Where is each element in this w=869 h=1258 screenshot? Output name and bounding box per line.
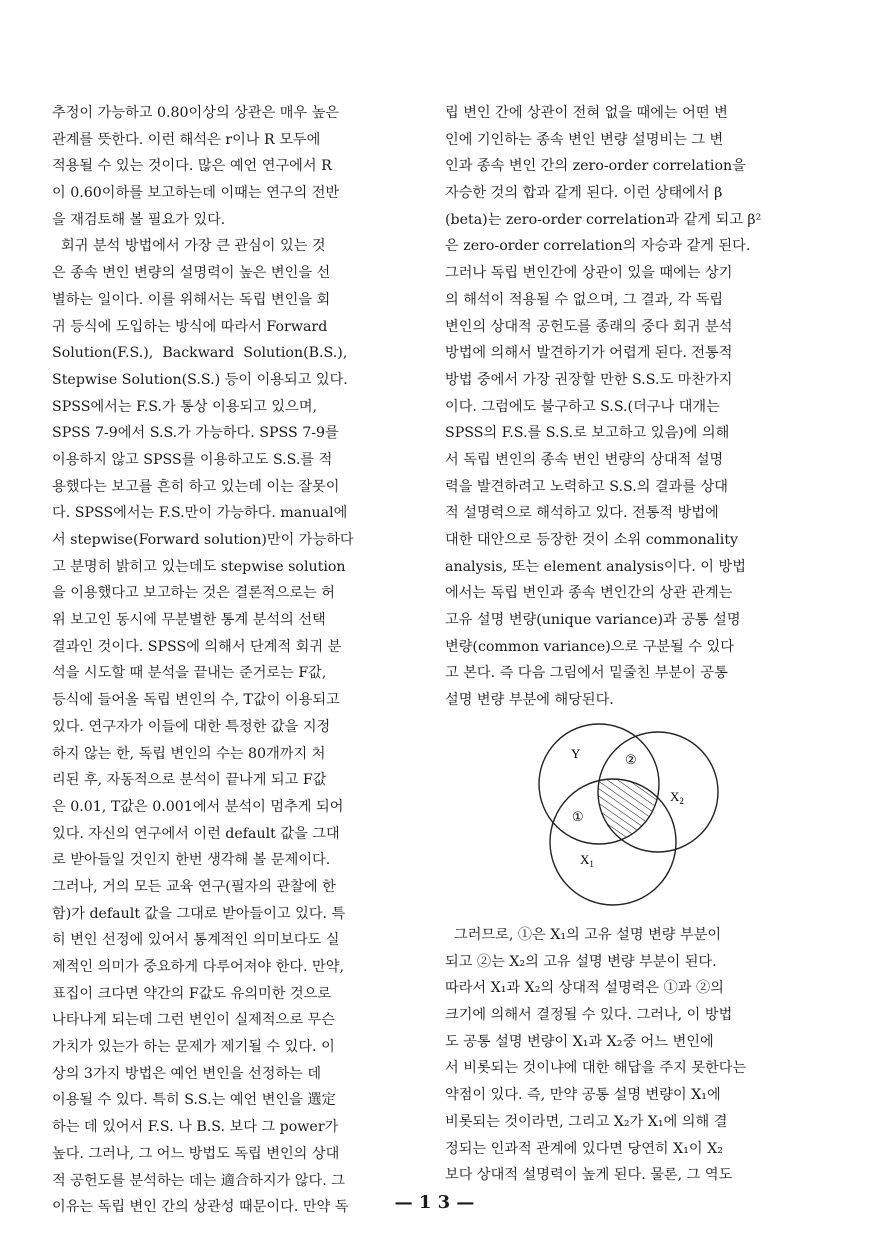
text-line: 서 비롯되는 것이냐에 대한 해답을 주지 못한다는 [445, 1060, 747, 1077]
text-line: 그러나 독립 변인간에 상관이 있을 때에는 상기 [445, 265, 733, 282]
text-line: 이유는 독립 변인 간의 상관성 때문이다. 만약 독 [52, 1199, 349, 1216]
text-line: 높다. 그러나, 그 어느 방법도 독립 변인의 상대 [52, 1145, 340, 1162]
text-line: 을 이용했다고 보고하는 것은 결론적으로는 허 [52, 585, 335, 602]
left-column [52, 100, 413, 1221]
text-line: 함)가 default 값을 그대로 받아들이고 있다. 특 [52, 905, 346, 922]
text-line: 하는 데 있어서 F.S. 나 B.S. 보다 그 power가 [52, 1119, 339, 1136]
text-line: 로 받아들일 것인지 한번 생각해 볼 문제이다. [52, 852, 331, 869]
text-line: 서 stepwise(Forward solution)만이 가능하다 [52, 532, 354, 548]
text-line: 의 해석이 적용될 수 없으며, 그 결과, 각 독립 [445, 291, 724, 308]
text-line: 설명 변량 부분에 해당된다. [445, 692, 614, 709]
text-line: 표집이 크다면 약간의 F값도 유의미한 것으로 [52, 985, 332, 1002]
text-line: 에서는 독립 변인과 종속 변인간의 상관 관계는 [445, 585, 733, 602]
right-column-bottom [445, 922, 795, 1189]
text-line: 위 보고인 동시에 무분별한 통계 분석의 선택 [52, 612, 326, 629]
text-line: 변량(common variance)으로 구분될 수 있다 [445, 638, 734, 655]
text-line: 제적인 의미가 중요하게 다루어져야 한다. 만약, [52, 959, 344, 975]
text-line: 이용될 수 있다. 특히 S.S.는 예언 변인을 選定 [52, 1092, 336, 1109]
text-line: 은 zero-order correlation의 자승과 같게 된다. [445, 238, 751, 255]
text-line: 방법 중에서 가장 권장할 만한 S.S.도 마찬가지 [445, 371, 733, 388]
text-line: SPSS에서는 F.S.가 통상 이용되고 있으며, [52, 398, 318, 415]
text-line: 력을 발견하려고 노력하고 S.S.의 결과를 상대 [445, 478, 728, 495]
page-number: — 1 3 — [394, 1192, 475, 1213]
text-line: 그러나, 거의 모든 교육 연구(필자의 관찰에 한 [52, 878, 336, 895]
text-line: 립 변인 간에 상관이 전혀 없을 때에는 어떤 변 [445, 105, 728, 121]
text-line: 적 설명력으로 해석하고 있다. 전통적 방법에 [445, 505, 719, 522]
text-line: 방법에 의해서 발견하기가 어렵게 된다. 전통적 [445, 345, 733, 362]
text-line: 용했다는 보고를 흔히 하고 있는데 이는 잘못이 [52, 478, 340, 495]
text-line: 회귀 분석 방법에서 가장 큰 관심이 있는 것 [52, 238, 326, 255]
text-line: 고유 설명 변량(unique variance)과 공통 설명 [445, 612, 741, 629]
label-y: Y [571, 746, 581, 761]
text-line: 은 0.01, T값은 0.001에서 분석이 멈추게 되어 [52, 798, 344, 815]
text-line: 인과 종속 변인 간의 zero-order correlation을 [445, 158, 746, 175]
text-line: 도 공통 설명 변량이 X₁과 X₂중 어느 변인에 [445, 1033, 714, 1050]
text-line: 하지 않는 한, 독립 변인의 수는 80개까지 처 [52, 745, 326, 762]
text-line: SPSS 7-9에서 S.S.가 가능하다. SPSS 7-9를 [52, 425, 339, 442]
text-line: 인에 기인하는 종속 변인 변량 설명비는 그 변 [445, 131, 724, 148]
text-line: 있다. 연구자가 이들에 대한 특정한 값을 지정 [52, 718, 331, 735]
text-line: 정되는 인과적 관계에 있다면 당연히 X₁이 X₂ [445, 1140, 723, 1157]
text-line: 별하는 일이다. 이를 위해서는 독립 변인을 회 [52, 291, 331, 308]
text-line: 나타나게 되는데 그런 변인이 실제적으로 무슨 [52, 1012, 335, 1029]
label-region-1: ① [572, 809, 584, 824]
text-line: 따라서 X₁과 X₂의 상대적 설명력은 ①과 ②의 [445, 980, 724, 997]
text-line: 히 변인 선정에 있어서 통계적인 의미보다도 실 [52, 932, 340, 949]
text-line: 대한 대안으로 등장한 것이 소위 commonality [445, 532, 739, 548]
text-line: 다. SPSS에서는 F.S.만이 가능하다. manual에 [52, 505, 348, 522]
text-line: 그러므로, ①은 X₁의 고유 설명 변량 부분이 [445, 927, 722, 943]
text-line: 리된 후, 자동적으로 분석이 끝나게 되고 F값 [52, 772, 327, 789]
venn-diagram [525, 722, 735, 907]
text-line: 고 본다. 즉 다음 그림에서 밑줄친 부분이 공통 [445, 665, 728, 682]
right-column-top [445, 100, 795, 714]
text-line: 되고 ②는 X₂의 고유 설명 변량 부분이 된다. [445, 953, 717, 970]
text-line: analysis, 또는 element analysis이다. 이 방법 [445, 558, 746, 575]
text-line: 이다. 그럼에도 불구하고 S.S.(더구나 대개는 [445, 398, 720, 415]
text-line: Stepwise Solution(S.S.) 등이 이용되고 있다. [52, 371, 348, 388]
label-x1: $X_1$ [580, 852, 594, 869]
text-line: 등식에 들어올 독립 변인의 수, T값이 이용되고 [52, 692, 340, 709]
label-x2: $X_2$ [670, 789, 684, 806]
text-line: SPSS의 F.S.를 S.S.로 보고하고 있음)에 의해 [445, 425, 730, 442]
text-line: 은 종속 변인 변량의 설명력이 높은 변인을 선 [52, 265, 331, 282]
text-line: 적용될 수 있는 것이다. 많은 예언 연구에서 R [52, 158, 332, 175]
text-line: 관계를 뜻한다. 이런 해석은 r이나 R 모두에 [52, 131, 321, 148]
text-line: 크기에 의해서 결정될 수 있다. 그러나, 이 방법 [445, 1007, 733, 1024]
text-line: Solution(F.S.), Backward Solution(B.S.), [52, 345, 348, 362]
text-line: 가치가 있는가 하는 문제가 제기될 수 있다. 이 [52, 1039, 335, 1056]
text-line: 귀 등식에 도입하는 방식에 따라서 Forward [52, 318, 328, 335]
text-line: 약점이 있다. 즉, 만약 공통 설명 변량이 X₁에 [445, 1087, 721, 1104]
text-line: 자승한 것의 합과 같게 된다. 이런 상태에서 β [445, 185, 723, 202]
text-line: 이용하지 않고 SPSS를 이용하고도 S.S.를 적 [52, 451, 333, 468]
text-line: 비롯되는 것이라면, 그리고 X₂가 X₁에 의해 결 [445, 1113, 728, 1130]
text-line: 석을 시도할 때 분석을 끝내는 준거로는 F값, [52, 665, 327, 682]
text-line: 이 0.60이하를 보고하는데 이때는 연구의 전반 [52, 185, 340, 202]
text-line: 보다 상대적 설명력이 높게 된다. 물론, 그 역도 [445, 1167, 733, 1184]
text-line: 변인의 상대적 공헌도를 종래의 중다 회귀 분석 [445, 318, 733, 335]
text-line: 추정이 가능하고 0.80이상의 상관은 매우 높은 [52, 105, 340, 121]
text-line: 고 분명히 밝히고 있는데도 stepwise solution [52, 558, 346, 575]
label-region-2: ② [625, 752, 637, 767]
text-line: 있다. 자신의 연구에서 이런 default 값을 그대 [52, 825, 340, 842]
text-line: 상의 3가지 방법은 예언 변인을 선정하는 데 [52, 1065, 322, 1082]
text-line: 결과인 것이다. SPSS에 의해서 단계적 회귀 분 [52, 638, 342, 655]
text-line: 서 독립 변인의 종속 변인 변량의 상대적 설명 [445, 451, 724, 468]
text-line: 을 재검토해 볼 필요가 있다. [52, 211, 226, 228]
text-line: 적 공헌도를 분석하는 데는 適合하지가 않다. 그 [52, 1172, 345, 1189]
text-line: (beta)는 zero-order correlation과 같게 되고 β² [445, 211, 762, 228]
